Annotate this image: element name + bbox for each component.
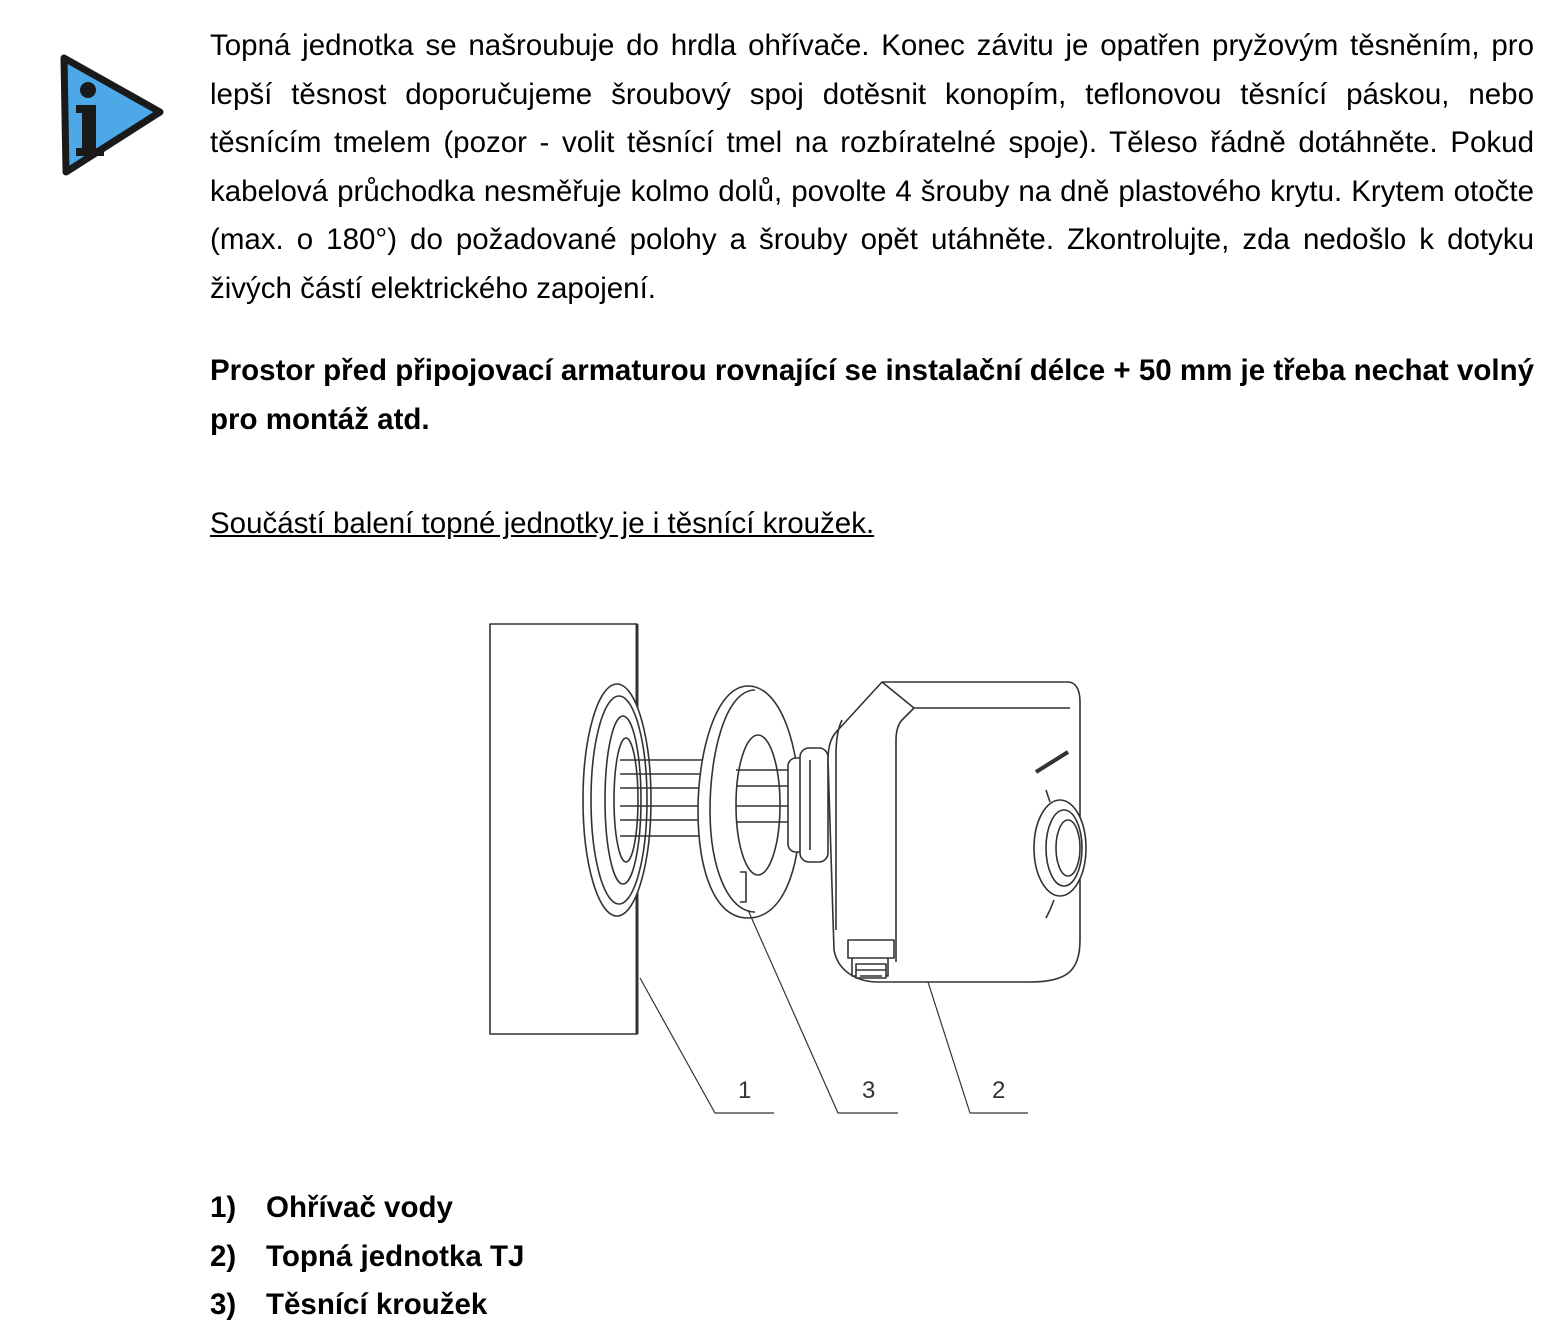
info-icon <box>50 50 168 178</box>
callout-1: 1 <box>738 1077 752 1104</box>
legend-number: 3) <box>210 1288 237 1321</box>
callout-2: 2 <box>992 1077 1006 1104</box>
legend-number: 1) <box>210 1191 237 1224</box>
legend-label: Těsnící kroužek <box>266 1288 488 1321</box>
paragraph-line: nedošlo k dotyku živých částí elektrického zapojení. <box>210 223 1534 305</box>
legend-item <box>210 1184 524 1233</box>
legend-label: Ohřívač vody <box>266 1191 453 1224</box>
legend-item <box>210 1281 524 1330</box>
callout-3: 3 <box>862 1077 876 1104</box>
installation-paragraph <box>210 22 1534 313</box>
paragraph-line: Pokud kabelová průchodka nesměřuje kolmo dolů, povolte 4 šrouby na dně plastového krytu. <box>210 126 1534 208</box>
paragraph-line: Krytem otočte (max. o 180°) do požadované polohy a šrouby opět utáhněte. Zkontrolujte, zda <box>210 174 1535 256</box>
legend-label: Topná jednotka TJ <box>266 1239 525 1273</box>
legend-number: 2) <box>210 1239 237 1273</box>
package-note: Součástí balení topné jednotky je i těsnící kroužek. <box>210 507 875 540</box>
paragraph-line: Topná jednotka se našroubuje do hrdla ohřívače. Konec závitu je opatřen pryžovým těsněním, <box>210 29 1492 62</box>
assembly-drawing <box>470 610 1110 1130</box>
parts-legend <box>210 1184 524 1330</box>
legend-item <box>210 1233 524 1282</box>
paragraph-line: nebo těsnícím tmelem (pozor - volit těsnící tmel na rozbíratelné spoje). Těleso řádně dotáhněte. <box>210 77 1534 159</box>
instructions-text <box>210 22 1534 549</box>
paragraph-line: pro lepší těsnost doporučujeme šroubový spoj dotěsnit konopím, teflonovou těsnící páskou, <box>210 29 1534 111</box>
clearance-note: Prostor před připojovací armaturou rovnající se instalační délce + 50 mm je třeba nechat volný pro montáž atd. <box>210 354 1534 436</box>
